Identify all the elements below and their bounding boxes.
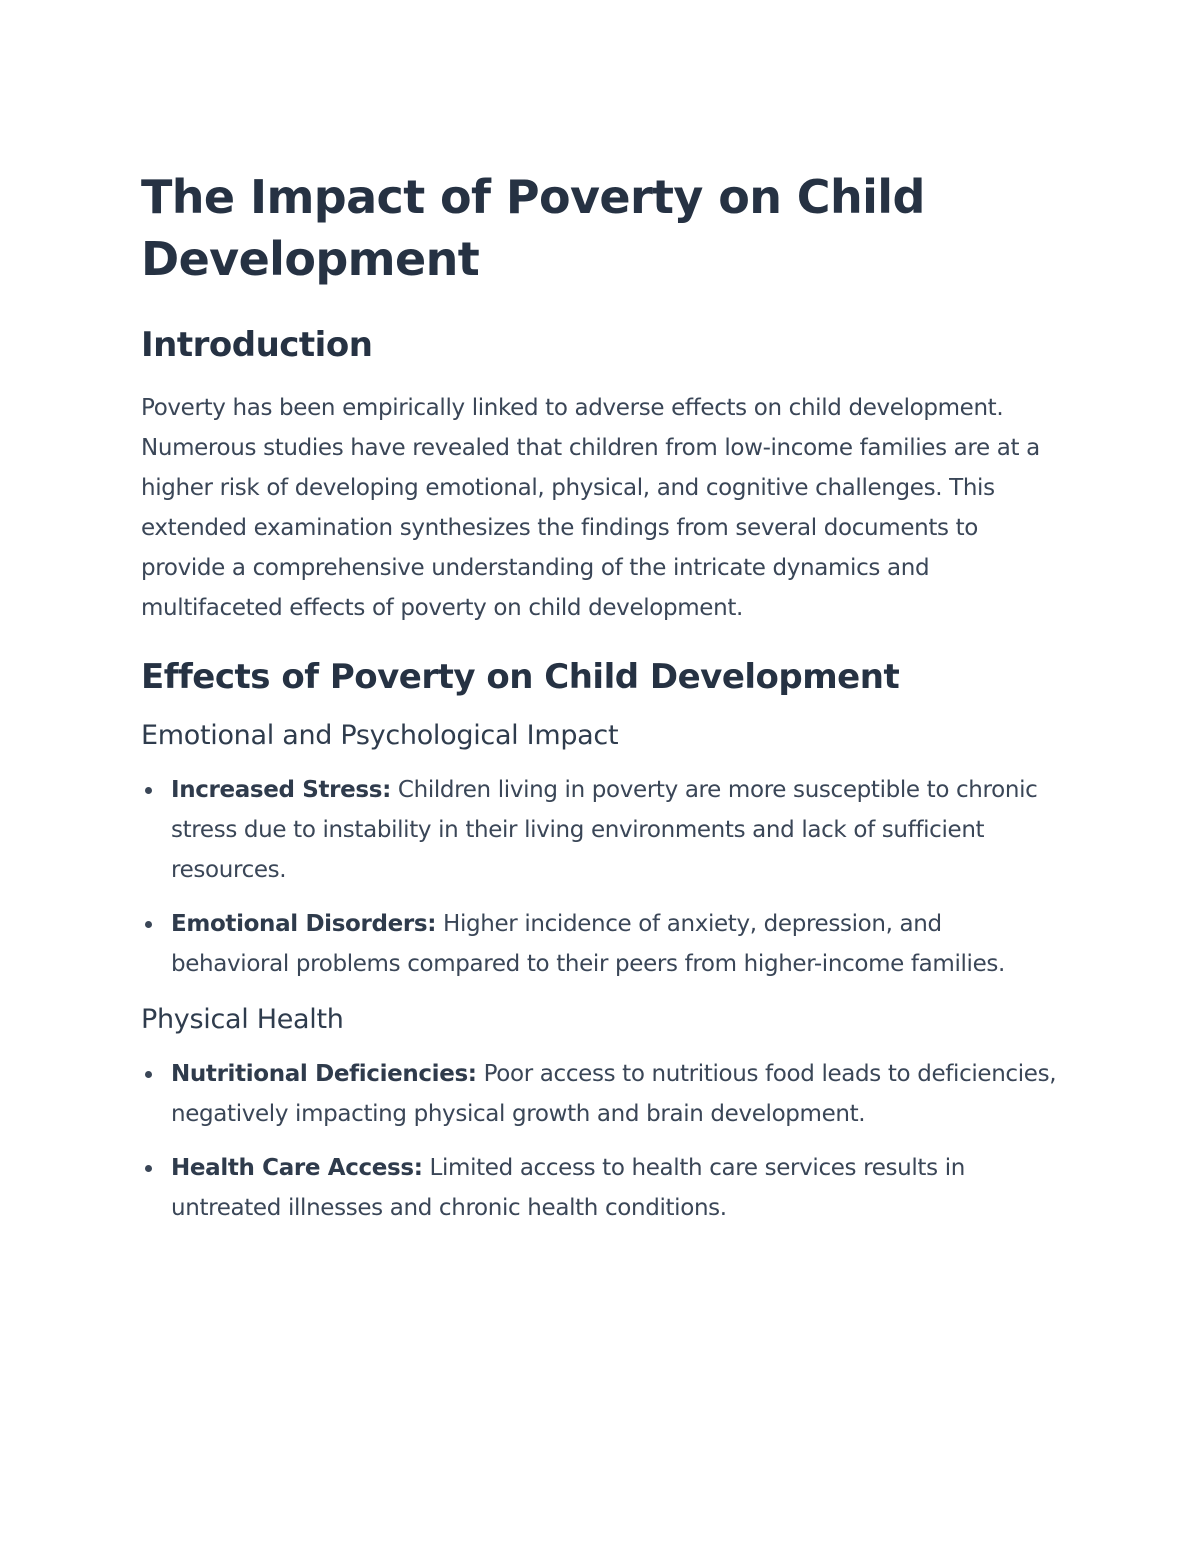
list-item-text: Poor access to nutritious food leads to deficiencies, negatively impacting physical growth and brain development.: [171, 1061, 1057, 1127]
bullet-icon: [145, 921, 152, 928]
list-item-text: Limited access to health care services results in untreated illnesses and chronic health conditions.: [171, 1155, 965, 1221]
introduction-paragraph: Poverty has been empirically linked to adverse effects on child development. Numerous studies have revealed that children from low-income families are at a higher risk of developing emotional, physical, and cognitive challenges. This extended examination synthesizes the findings from several documents to provide a comprehensive understanding of the intricate dynamics and multifaceted effects of poverty on child development.: [141, 395, 1040, 621]
list-item: [141, 1054, 1060, 1134]
physical-health-list: [141, 1054, 1060, 1228]
list-item-text: Higher incidence of anxiety, depression, and behavioral problems compared to their peers from higher-income families.: [171, 911, 1005, 977]
list-item-label: Health Care Access:: [171, 1155, 423, 1181]
list-item-text: Children living in poverty are more susceptible to chronic stress due to instability in their living environments and lack of sufficient resources.: [171, 777, 1038, 883]
emotional-impact-heading: Emotional and Psychological Impact: [141, 720, 619, 751]
list-item-label: Increased Stress:: [171, 777, 391, 803]
list-item: [141, 770, 1060, 890]
list-item: [141, 904, 1060, 984]
emotional-impact-list: [141, 770, 1060, 984]
list-item: [141, 1148, 1060, 1228]
list-item-label: Nutritional Deficiencies:: [171, 1061, 477, 1087]
bullet-icon: [145, 1165, 152, 1172]
bullet-icon: [145, 787, 152, 794]
document-title: The Impact of Poverty on Child Development: [141, 170, 925, 286]
physical-health-heading: Physical Health: [141, 1004, 344, 1035]
effects-heading: Effects of Poverty on Child Development: [141, 657, 900, 697]
introduction-heading: Introduction: [141, 325, 373, 365]
list-item-label: Emotional Disorders:: [171, 911, 437, 937]
bullet-icon: [145, 1071, 152, 1078]
